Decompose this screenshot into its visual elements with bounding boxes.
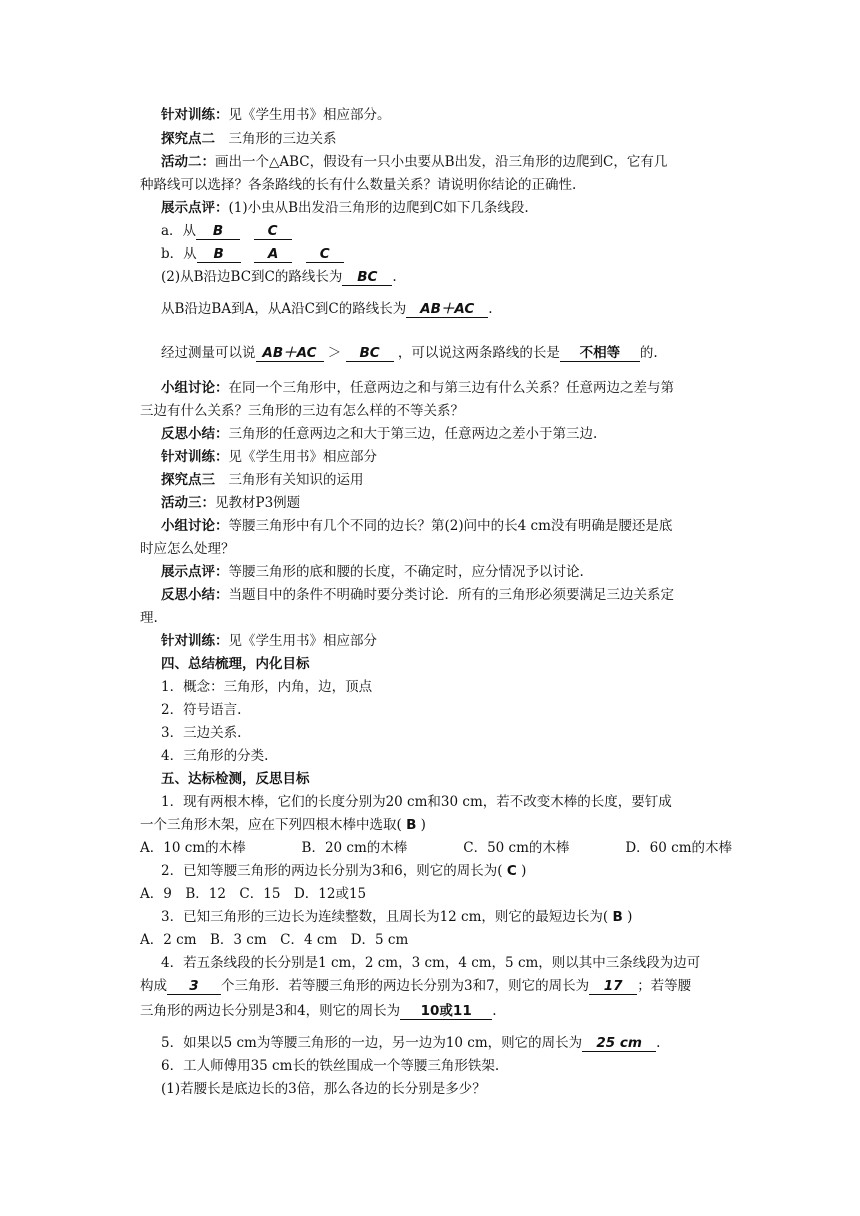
question-2-options: A．9 B．12 C．15 D．12或15 [140,886,367,902]
answer-blank: 3 [167,978,221,995]
answer-blank: 25 cm [582,1035,656,1052]
question-1-options [140,838,732,858]
line-review-1: 展示点评：(1)小虫从B出发沿三角形的边爬到C如下几条线段. [161,200,529,216]
line-reflection-1: 反思小结：三角形的任意两边之和大于第三边，任意两边之差小于第三边. [161,426,598,442]
line-route-length-2: 从B沿边BA到A，从A沿C到C的路线长为 AB＋AC . [161,301,493,317]
summary-item-2: 2．符号语言. [161,702,242,718]
answer-blank: C [306,246,344,263]
line-group-discussion-1: 小组讨论：在同一个三角形中，任意两边之和与第三边有什么关系？任意两边之差与第 [161,380,674,396]
question-5: 5．如果以5 cm为等腰三角形的一边，另一边为10 cm，则它的周长为 25 cm . [161,1035,661,1051]
line-group-discussion-2-cont: 时应怎么处理？ [140,541,235,557]
line-reflection-2: 反思小结：当题目中的条件不明确时要分类讨论．所有的三角形必须要满足三边关系定 [161,587,674,603]
line-activity-3: 活动三：见教材P3例题 [161,495,301,511]
question-6: 6．工人师傅用35 cm长的铁丝围成一个等腰三角形铁架. [161,1058,500,1074]
summary-item-4: 4．三角形的分类. [161,748,269,764]
option-b: B．20 cm的木棒 [301,840,408,856]
section-heading-4: 四、总结梳理，内化目标 [161,656,310,672]
question-2-answer: C [506,863,517,879]
line-route-length-1: (2)从B沿边BC到C的路线长为 BC . [161,269,397,285]
line-training-1: 针对训练：见《学生用书》相应部分。 [161,107,391,123]
line-route-b: b．从 B A C [161,244,344,264]
option-c: C．50 cm的木棒 [463,840,570,856]
line-activity-2: 活动二：画出一个△ABC，假设有一只小虫要从B出发，沿三角形的边爬到C，它有几 [161,154,668,170]
section-heading-3: 探究点三 三角形有关知识的运用 [161,472,364,488]
question-2: 2．已知等腰三角形的两边长分别为3和6，则它的周长为( C ) [161,863,527,879]
answer-blank: 17 [589,978,637,995]
line-measure-conclusion: 经过测量可以说 AB＋AC ＞ BC ，可以说这两条路线的长是 不相等 的. [161,345,658,361]
answer-blank: C [254,223,292,240]
line-training-2: 针对训练：见《学生用书》相应部分 [161,449,377,465]
line-review-2: 展示点评：等腰三角形的底和腰的长度，不确定时，应分情况予以讨论. [161,564,584,580]
option-a: A．10 cm的木棒 [140,840,246,856]
answer-blank: BC [346,345,394,362]
line-group-discussion-1-cont: 三边有什么关系？三角形的三边有怎么样的不等关系？ [140,403,464,419]
line-route-a: a．从 B C [161,221,292,241]
answer-blank: 不相等 [560,345,640,362]
question-6-part-1: (1)若腰长是底边长的3倍，那么各边的长分别是多少？ [161,1081,486,1097]
question-3-answer: B [612,909,623,925]
section-heading-5: 五、达标检测，反思目标 [161,771,310,787]
summary-item-1: 1．概念：三角形，内角，边，顶点 [161,679,373,695]
answer-blank: AB＋AC [406,301,488,318]
answer-blank: B [197,246,241,263]
answer-blank: A [254,246,292,263]
answer-blank: 10或11 [400,1003,492,1020]
question-1: 1．现有两根木棒，它们的长度分别为20 cm和30 cm，若不改变木棒的长度，要钉成 [161,794,672,810]
line-reflection-2-cont: 理. [140,610,158,626]
question-1-answer: B [406,817,417,833]
section-heading-2: 探究点二 三角形的三边关系 [161,131,337,147]
answer-blank: AB＋AC [256,345,324,362]
summary-item-3: 3．三边关系. [161,725,242,741]
question-3-options: A．2 cm B．3 cm C．4 cm D．5 cm [140,932,409,948]
answer-blank: B [196,223,240,240]
question-4-cont-2: 三角形的两边长分别是3和4，则它的周长为 10或11 . [140,1003,497,1019]
answer-blank: BC [342,269,392,286]
option-d: D．60 cm的木棒 [625,840,732,856]
question-4: 4．若五条线段的长分别是1 cm，2 cm，3 cm，4 cm，5 cm，则以其中三条线段为边可 [161,955,701,971]
question-1-cont: 一个三角形木架，应在下列四根木棒中选取( B ) [140,817,426,833]
line-group-discussion-2: 小组讨论：等腰三角形中有几个不同的边长？第(2)问中的长4 cm没有明确是腰还是底 [161,518,673,534]
line-activity-2-cont: 种路线可以选择？各条路线的长有什么数量关系？请说明你结论的正确性. [140,177,577,193]
question-4-cont: 构成 3 个三角形．若等腰三角形的两边长分别为3和7，则它的周长为 17 ；若等腰 [140,978,692,994]
line-training-3: 针对训练：见《学生用书》相应部分 [161,633,377,649]
question-3: 3．已知三角形的三边长为连续整数，且周长为12 cm，则它的最短边长为( B ) [161,909,633,925]
